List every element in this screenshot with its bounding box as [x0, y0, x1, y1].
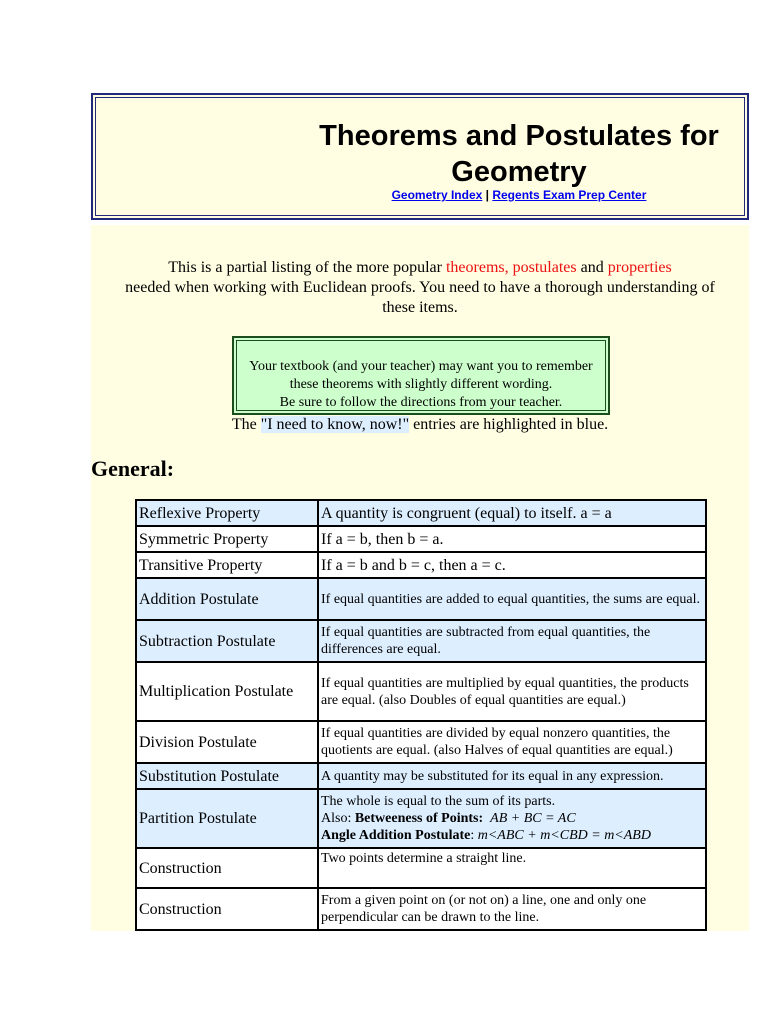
table-row	[136, 789, 706, 848]
table-row	[136, 526, 706, 552]
regents-exam-prep-link[interactable]: Regents Exam Prep Center	[492, 188, 647, 202]
table-row	[136, 763, 706, 789]
intro-line-3: these items.	[382, 299, 458, 316]
intro-paragraph	[91, 258, 749, 318]
row-description: If equal quantities are subtracted from equal quantities, the differences are equal.	[318, 620, 706, 662]
angle-addition-colon: :	[470, 828, 478, 843]
also-label: Also:	[321, 811, 355, 826]
betweeness-expression: AB + BC = AC	[490, 811, 576, 826]
header-box	[91, 93, 749, 220]
row-description: If a = b, then b = a.	[318, 526, 706, 552]
angle-addition-expression: m<ABC + m<CBD = m<ABD	[477, 828, 651, 843]
teacher-note-box	[232, 336, 610, 415]
note-line-2: these theorems with slightly different wording.	[289, 377, 553, 392]
title-line-2: Geometry	[451, 156, 587, 188]
properties-table	[135, 499, 707, 931]
row-description: If equal quantities are divided by equal nonzero quantities, the quotients are equal. (also Halves of equal quantities are equal.)	[318, 721, 706, 763]
teacher-note-inner	[236, 340, 606, 411]
row-description: If a = b and b = c, then a = c.	[318, 552, 706, 578]
header-inner-border	[95, 97, 745, 216]
blue-note-prefix: The	[231, 416, 261, 433]
geometry-index-link[interactable]: Geometry Index	[391, 188, 483, 202]
row-name: Substitution Postulate	[136, 763, 318, 789]
intro-middle: and	[576, 259, 608, 276]
row-description	[318, 789, 706, 848]
intro-line-2: needed when working with Euclidean proofs. You need to have a thorough understanding of	[125, 279, 715, 296]
row-description: Two points determine a straight line.	[318, 848, 706, 888]
row-name: Addition Postulate	[136, 578, 318, 620]
blue-highlight-note	[91, 415, 749, 435]
row-name: Transitive Property	[136, 552, 318, 578]
row-name: Multiplication Postulate	[136, 662, 318, 721]
section-heading-general: General:	[91, 456, 175, 481]
row-description: From a given point on (or not on) a line, one and only one perpendicular can be drawn to the line.	[318, 888, 706, 930]
table-row	[136, 500, 706, 526]
table-row	[136, 888, 706, 930]
blue-note-highlight: "I need to know, now!"	[260, 416, 410, 433]
row-description: A quantity may be substituted for its equal in any expression.	[318, 763, 706, 789]
row-description: If equal quantities are multiplied by equal quantities, the products are equal. (also Doubles of equal quantities are equal.)	[318, 662, 706, 721]
note-line-3: Be sure to follow the directions from your teacher.	[279, 395, 563, 410]
partition-whole-text: The whole is equal to the sum of its parts.	[321, 794, 556, 809]
nav-links	[306, 187, 732, 203]
row-description: A quantity is congruent (equal) to itself. a = a	[318, 500, 706, 526]
intro-red-properties: properties	[607, 259, 672, 276]
row-name: Construction	[136, 848, 318, 888]
row-name: Division Postulate	[136, 721, 318, 763]
table-row	[136, 620, 706, 662]
blue-note-suffix: entries are highlighted in blue.	[409, 416, 609, 433]
angle-addition-label: Angle Addition Postulate	[321, 828, 471, 843]
row-description: If equal quantities are added to equal quantities, the sums are equal.	[318, 578, 706, 620]
row-name: Construction	[136, 888, 318, 930]
nav-separator: |	[485, 188, 489, 202]
table-row	[136, 721, 706, 763]
betweeness-label: Betweeness of Points:	[354, 811, 484, 826]
row-name: Symmetric Property	[136, 526, 318, 552]
row-name: Partition Postulate	[136, 789, 318, 848]
content-area	[91, 225, 749, 931]
table-row	[136, 552, 706, 578]
table-row	[136, 578, 706, 620]
row-name: Reflexive Property	[136, 500, 318, 526]
note-line-1: Your textbook (and your teacher) may want you to remember	[249, 359, 593, 374]
table-row	[136, 662, 706, 721]
table-row	[136, 848, 706, 888]
intro-prefix: This is a partial listing of the more popular	[168, 259, 446, 276]
intro-red-theorems: theorems, postulates	[445, 259, 577, 276]
title-line-1: Theorems and Postulates for	[319, 120, 719, 152]
row-name: Subtraction Postulate	[136, 620, 318, 662]
page-title	[306, 118, 732, 190]
